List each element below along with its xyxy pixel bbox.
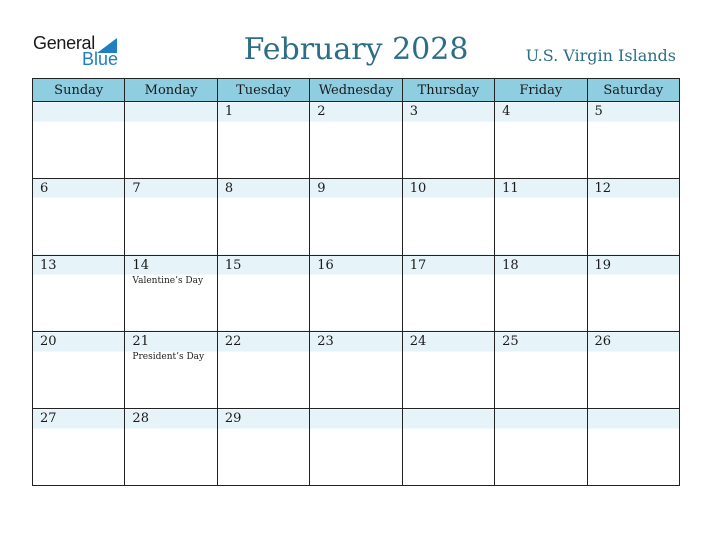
logo-text-general: General — [33, 33, 95, 53]
day-number: 15 — [224, 257, 242, 273]
day-cell — [125, 102, 217, 179]
day-cell — [402, 409, 494, 486]
week-row — [33, 255, 680, 332]
day-number: 17 — [409, 257, 427, 273]
day-cell — [217, 255, 309, 332]
weekday-header-row — [33, 79, 680, 102]
day-cell — [217, 409, 309, 486]
region-label: U.S. Virgin Islands — [525, 46, 676, 65]
day-number: 7 — [132, 180, 141, 196]
day-cell — [495, 102, 587, 179]
day-number: 9 — [317, 180, 326, 196]
day-cell — [587, 178, 679, 255]
day-number: 10 — [409, 180, 427, 196]
logo-text-blue: Blue — [82, 49, 119, 69]
day-number: 5 — [594, 104, 603, 119]
day-cell — [495, 409, 587, 486]
calendar-grid — [32, 78, 680, 486]
day-cell — [587, 409, 679, 486]
week-row — [33, 178, 680, 255]
day-number: 20 — [40, 334, 57, 350]
holiday-label: President’s Day — [132, 352, 205, 363]
day-number: 29 — [224, 411, 242, 427]
day-number: 24 — [409, 334, 427, 350]
day-number: 26 — [594, 334, 612, 350]
holiday-label: Valentine’s Day — [132, 275, 204, 286]
day-number: 12 — [594, 180, 612, 196]
weekday-header: Sunday — [33, 79, 125, 102]
day-cell — [495, 178, 587, 255]
day-cell — [125, 409, 217, 486]
day-number: 8 — [224, 180, 234, 196]
weekday-header: Monday — [125, 79, 217, 102]
week-row — [33, 332, 680, 409]
day-number: 23 — [317, 334, 334, 350]
day-cell — [125, 255, 217, 332]
day-number: 19 — [594, 257, 612, 273]
day-number: 28 — [132, 411, 149, 427]
day-cell — [587, 102, 679, 179]
day-cell — [402, 178, 494, 255]
day-number: 11 — [502, 180, 519, 196]
day-cell — [217, 178, 309, 255]
day-cell — [125, 332, 217, 409]
day-number: 14 — [132, 257, 149, 273]
day-cell — [402, 255, 494, 332]
day-cell — [310, 255, 402, 332]
weekday-header: Friday — [495, 79, 587, 102]
day-cell — [587, 332, 679, 409]
day-number: 2 — [317, 104, 326, 119]
day-cell — [310, 409, 402, 486]
day-number: 27 — [40, 411, 57, 427]
day-cell — [402, 332, 494, 409]
day-number: 25 — [502, 334, 519, 350]
day-cell — [402, 102, 494, 179]
day-cell — [33, 332, 125, 409]
day-number: 21 — [132, 334, 149, 350]
day-cell — [33, 409, 125, 486]
day-number: 6 — [40, 180, 49, 196]
day-cell — [587, 255, 679, 332]
day-cell — [310, 178, 402, 255]
day-number: 3 — [409, 104, 418, 119]
day-number: 16 — [317, 257, 334, 273]
day-cell — [217, 102, 309, 179]
weekday-header: Thursday — [402, 79, 494, 102]
day-number: 18 — [502, 257, 519, 273]
day-cell — [33, 178, 125, 255]
day-cell — [33, 102, 125, 179]
day-cell — [310, 102, 402, 179]
week-row — [33, 409, 680, 486]
day-number: 22 — [224, 334, 242, 350]
day-cell — [495, 255, 587, 332]
day-number: 13 — [40, 257, 57, 273]
day-cell — [217, 332, 309, 409]
day-cell — [495, 332, 587, 409]
weekday-header: Saturday — [587, 79, 679, 102]
day-cell — [33, 255, 125, 332]
day-cell — [125, 178, 217, 255]
day-cell — [310, 332, 402, 409]
day-number: 1 — [224, 104, 234, 119]
day-number: 4 — [502, 104, 511, 119]
page-title: February 2028 — [243, 32, 469, 67]
weekday-header: Wednesday — [310, 79, 402, 102]
weekday-header: Tuesday — [217, 79, 309, 102]
week-row — [33, 102, 680, 179]
